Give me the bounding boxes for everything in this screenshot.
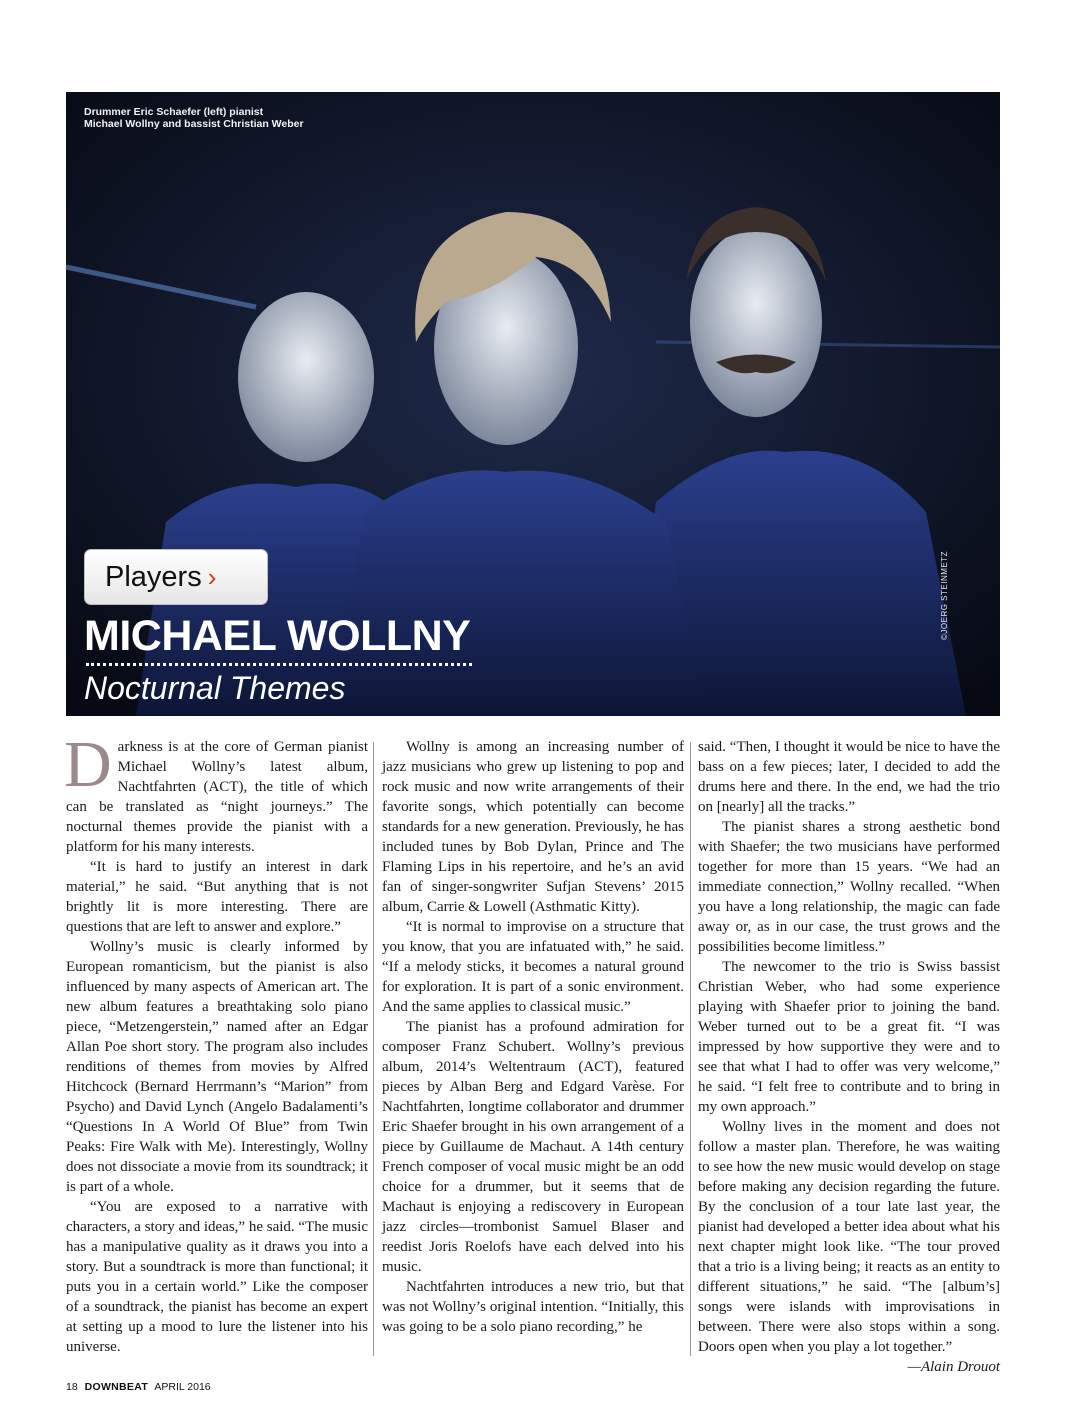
article-column-2 (382, 737, 684, 1357)
dotted-divider (86, 663, 472, 666)
paragraph (698, 1117, 1000, 1375)
paragraph: The pianist has a profound admiration for composer Franz Schubert. Wollny’s previous album, 2014’s Weltentraum (ACT), featured pieces by Alban Berg and Edgard Varèse. For Nachtfahrten, longtime collaborator and drummer Eric Shaefer brought in his own arrangement of a piece by Guillaume de Machaut. A 14th century French composer of vocal music might be an odd choice for a drummer, but it seems that de Machaut is enjoying a rediscovery in European jazz circles—trombonist Samuel Blaser and reedist Joris Roelofs have each delved into his music. (382, 1019, 684, 1275)
byline: —Alain Drouot (907, 1359, 1000, 1375)
paragraph-text: Wollny lives in the moment and does not follow a master plan. Therefore, he was waiting to see how the new music would develop on stage before making any decision regarding the future. By the conclusion of a tour late last year, the pianist had developed a better idea about what his next chapter might look like. “The tour proved that a trio is a living being; it reacts as an entity to different situations,” he said. “The [album’s] songs were islands with improvisations in between. There were also stops within a song. Doors open when you play a lot together.” (698, 1119, 1000, 1355)
section-badge (84, 549, 268, 605)
paragraph: Nachtfahrten introduces a new trio, but that was not Wollny’s original intention. “Initially, this was going to be a solo piano recording,” he (382, 1279, 684, 1335)
paragraph-text: arkness is at the core of German pianist Michael Wollny’s latest album, Nachtfahrten (ACT), the title of which can be translated as “night journeys.” The nocturnal themes provide the pianist with a platform for his many interests. (66, 739, 368, 855)
page-footer (66, 1381, 211, 1393)
section-label: Players (105, 560, 202, 593)
article-column-1 (64, 728, 368, 1357)
article-subhead: Nocturnal Themes (84, 670, 346, 706)
drop-cap: D (64, 728, 112, 801)
paragraph (64, 728, 368, 857)
article-column-3 (698, 737, 1000, 1375)
hero-photo (66, 92, 1000, 716)
photo-credit: ©JOERG STEINMETZ (940, 550, 949, 640)
page-number: 18 (66, 1381, 78, 1393)
publication-name: DOWNBEAT (84, 1381, 149, 1393)
column-divider (690, 742, 691, 1356)
paragraph: “You are exposed to a narrative with characters, a story and ideas,” he said. “The music has a manipulative quality as it draws you into a story. But a soundtrack is more than functional; it puts you in a certain world.” Like the composer of a soundtrack, the pianist has become an expert at setting up a mood to lure the listener into his universe. (66, 1199, 368, 1355)
chevron-right-icon: › (207, 561, 217, 592)
column-divider (373, 742, 374, 1356)
paragraph: The newcomer to the trio is Swiss bassist Christian Weber, who had some experience playing with Shaefer prior to joining the band. Weber turned out to be a great fit. “I was impressed by how supportive they were and to see that what I had to offer was very welcome,” he said. “I felt free to contribute and to bring in my own approach.” (698, 959, 1000, 1115)
paragraph: The pianist shares a strong aesthetic bond with Shaefer; the two musicians have performed together for more than 15 years. “We had an immediate connection,” Wollny recalled. “When you have a long relationship, the magic can fade away or, as in our case, the trust grows and the possibilities become limitless.” (698, 819, 1000, 955)
paragraph: Wollny’s music is clearly informed by European romanticism, but the pianist is also influenced by many aspects of American art. The new album features a breathtaking solo piano piece, “Metzengerstein,” named after an Edgar Allan Poe short story. The program also includes renditions of themes from movies by Alfred Hitchcock (Bernard Herrmann’s “Marion” from Psycho) and David Lynch (Angelo Badalamenti’s “Questions In A World Of Blue” from Twin Peaks: Fire Walk with Me). Interestingly, Wollny does not dissociate a movie from its soundtrack; it is part of a whole. (66, 939, 368, 1195)
paragraph: “It is normal to improvise on a structure that you know, that you are infatuated with,” he said. “If a melody sticks, it becomes a natural ground for exploration. It is part of a sonic environment. And the same applies to classical music.” (382, 919, 684, 1015)
article-headline: MICHAEL WOLLNY (84, 612, 471, 660)
paragraph: said. “Then, I thought it would be nice to have the bass on a few pieces; later, I decided to add the drums here and there. In the end, we had the trio on [nearly] all the tracks.” (698, 739, 1000, 815)
photo-caption: Drummer Eric Schaefer (left) pianist Michael Wollny and bassist Christian Weber (84, 106, 304, 130)
paragraph: “It is hard to justify an interest in dark material,” he said. “But anything that is not brightly lit is more interesting. There are questions that are left to answer and explore.” (66, 859, 368, 935)
issue-date: APRIL 2016 (154, 1381, 211, 1393)
paragraph: Wollny is among an increasing number of jazz musicians who grew up listening to pop and rock music and now write arrangements of their favorite songs, which potentially can become standards for a new generation. Previously, he has included tunes by Bob Dylan, Prince and The Flaming Lips in his repertoire, and he’s an avid fan of singer-songwriter Sufjan Stevens’ 2015 album, Carrie & Lowell (Asthmatic Kitty). (382, 739, 684, 915)
